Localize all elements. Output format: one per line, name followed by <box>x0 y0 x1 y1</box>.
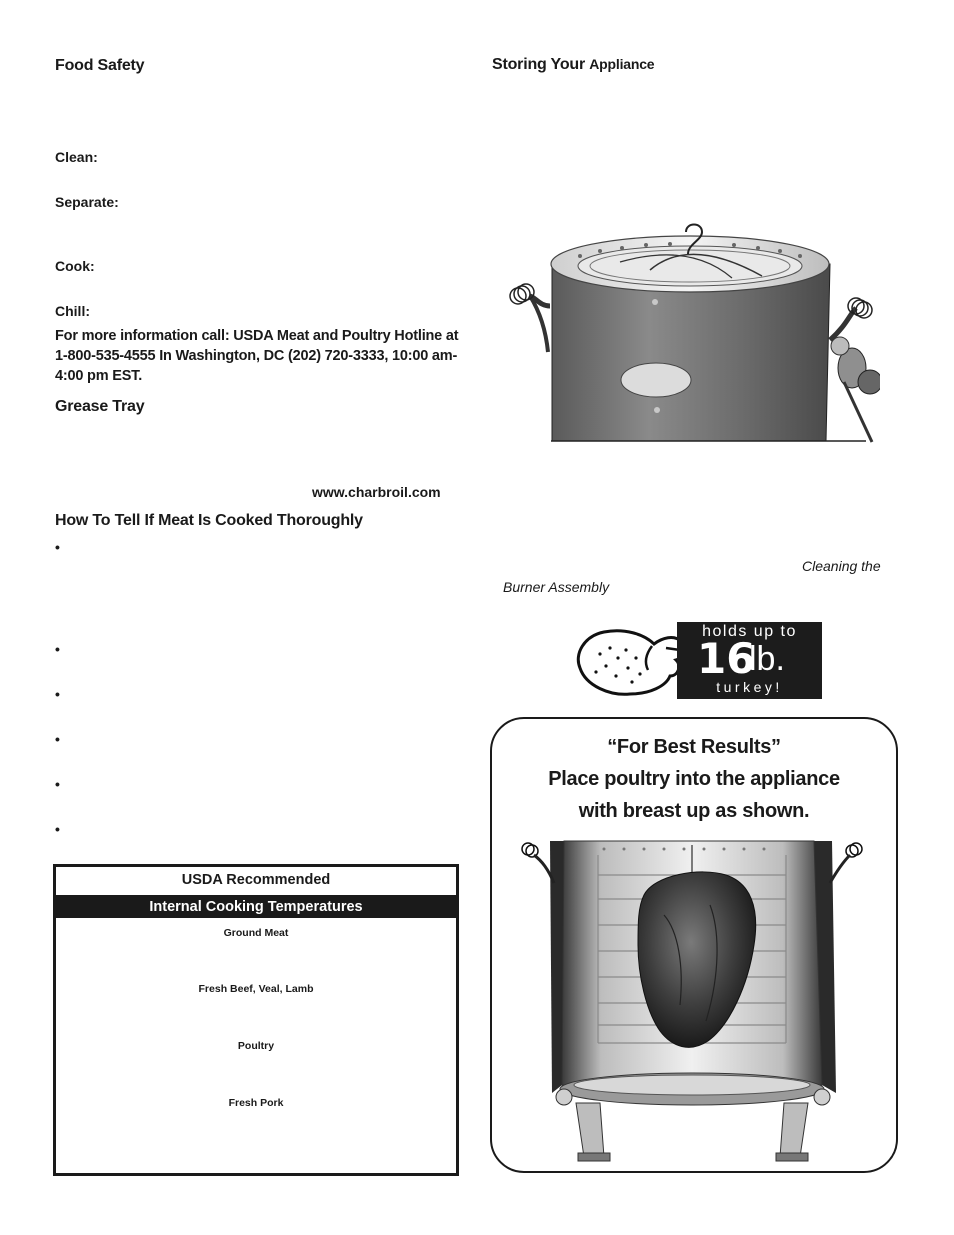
bullet-2: • <box>55 641 60 657</box>
hotline-line-1: For more information call: USDA Meat and Poultry Hotline at <box>55 328 459 344</box>
storing-heading <box>492 56 654 74</box>
usda-row-ground-meat: Ground Meat <box>223 927 289 939</box>
cleaning-reference-part-2: Burner Assembly <box>503 579 610 595</box>
website-link[interactable]: www.charbroil.com <box>312 484 441 500</box>
best-results-line-3: with breast up as shown. <box>578 800 810 822</box>
cook-label: Cook: <box>55 258 95 274</box>
grease-tray-heading: Grease Tray <box>55 398 145 415</box>
usda-row-fresh-pork: Fresh Pork <box>228 1097 284 1109</box>
best-results-line-2: Place poultry into the appliance <box>548 768 840 790</box>
bullet-5: • <box>55 776 60 792</box>
hotline-line-2: 1-800-535-4555 In Washington, DC (202) 720-3333, 10:00 am- <box>55 348 458 364</box>
usda-row-poultry: Poultry <box>237 1040 275 1052</box>
hotline-line-3: 4:00 pm EST. <box>55 368 143 384</box>
capacity-badge <box>570 622 822 699</box>
badge-weight-unit: lb. <box>749 640 785 678</box>
bullet-3: • <box>55 686 60 702</box>
bullet-1: • <box>55 539 60 555</box>
bullet-6: • <box>55 821 60 837</box>
badge-bottom-text: turkey! <box>716 679 783 695</box>
cleaning-reference-part-1: Cleaning the <box>802 558 881 574</box>
hotline-info <box>55 326 465 386</box>
best-results-title: “For Best Results” <box>607 736 781 758</box>
food-safety-heading: Food Safety <box>55 57 145 74</box>
badge-top-text: holds up to <box>702 623 797 640</box>
storing-heading-b: Appliance <box>589 56 655 72</box>
usda-table-title: USDA Recommended <box>181 872 331 888</box>
usda-row-beef-veal-lamb: Fresh Beef, Veal, Lamb <box>198 983 314 995</box>
badge-weight-number: 16 <box>697 634 756 683</box>
capacity-badge-panel <box>677 622 822 699</box>
usda-temperature-table <box>53 864 459 1176</box>
best-results-panel <box>490 717 898 1173</box>
separate-label: Separate: <box>55 194 119 210</box>
clean-label: Clean: <box>55 149 98 165</box>
poultry-placement-illustration <box>514 835 874 1169</box>
bullet-4: • <box>55 731 60 747</box>
appliance-illustration <box>500 222 880 444</box>
cooked-thoroughly-heading: How To Tell If Meat Is Cooked Thoroughly <box>55 512 363 529</box>
turkey-icon <box>570 624 688 698</box>
storing-heading-a: Storing Your <box>492 56 590 73</box>
usda-table-subtitle: Internal Cooking Temperatures <box>56 897 456 918</box>
chill-label: Chill: <box>55 303 90 319</box>
